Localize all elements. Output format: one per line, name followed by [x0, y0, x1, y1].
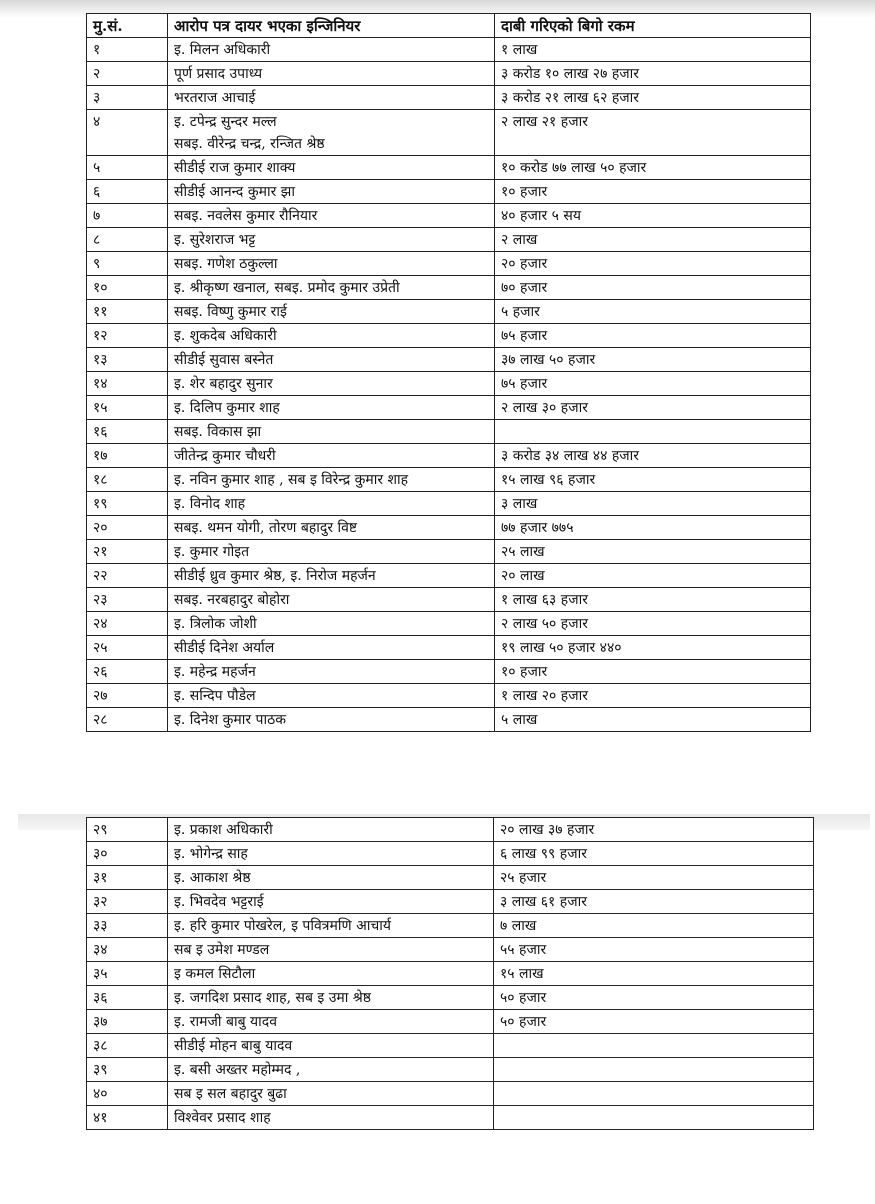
table-row [87, 866, 814, 890]
row-claimed-amount: २ लाख [495, 228, 811, 252]
row-engineer-name: विश्वेवर प्रसाद शाह [168, 1106, 494, 1130]
row-claimed-amount: १ लाख २० हजार [495, 684, 811, 708]
row-engineer-name: पूर्ण प्रसाद उपाध्य [168, 62, 495, 86]
table-row [87, 588, 811, 612]
row-claimed-amount: ५० हजार [494, 986, 814, 1010]
row-claimed-amount: ४० हजार ५ सय [495, 204, 811, 228]
table-row [87, 986, 814, 1010]
row-engineer-name: इ कमल सिटौला [168, 962, 494, 986]
row-engineer-name: सबइ. नरबहादुर बोहोरा [168, 588, 495, 612]
row-engineer-name: इ. शेर बहादुर सुनार [168, 372, 495, 396]
row-engineer-name: सबइ. विकास झा [168, 420, 495, 444]
row-engineer-name: सबइ. गणेश ठकुल्ला [168, 252, 495, 276]
table-row [87, 300, 811, 324]
row-claimed-amount: १५ लाख ९६ हजार [495, 468, 811, 492]
row-claimed-amount: ३ करोड १० लाख २७ हजार [495, 62, 811, 86]
row-claimed-amount: २ लाख ३० हजार [495, 396, 811, 420]
row-engineer-name: इ. बसी अख्तर महोम्मद , [168, 1058, 494, 1082]
row-claimed-amount: ७० हजार [495, 276, 811, 300]
header-serial: मु.सं. [87, 14, 168, 38]
row-engineer-name: इ. सुरेशराज भट्ट [168, 228, 495, 252]
row-engineer-name: इ. त्रिलोक जोशी [168, 612, 495, 636]
table-row [87, 324, 811, 348]
table-row [87, 468, 811, 492]
row-serial: ६ [87, 180, 168, 204]
table-row [87, 110, 811, 156]
row-claimed-amount: ७५ हजार [495, 324, 811, 348]
row-serial: ५ [87, 156, 168, 180]
row-engineer-name: इ. शुकदेब अधिकारी [168, 324, 495, 348]
row-claimed-amount [494, 1058, 814, 1082]
row-engineer-name: सीडीई आनन्द कुमार झा [168, 180, 495, 204]
row-serial: ३९ [87, 1058, 168, 1082]
row-claimed-amount: ३ करोड २१ लाख ६२ हजार [495, 86, 811, 110]
row-engineer-name: इ. हरि कुमार पोखरेल, इ पवित्रमणि आचार्य [168, 914, 494, 938]
row-engineer-name: जीतेन्द्र कुमार चौधरी [168, 444, 495, 468]
row-serial: ३४ [87, 938, 168, 962]
row-serial: २८ [87, 708, 168, 732]
engineers-table-part-2 [86, 817, 814, 1130]
row-serial: १४ [87, 372, 168, 396]
row-serial: १९ [87, 492, 168, 516]
row-claimed-amount [494, 1034, 814, 1058]
row-engineer-name: इ. आकाश श्रेष्ठ [168, 866, 494, 890]
row-engineer-name: सीडीई दिनेश अर्याल [168, 636, 495, 660]
row-serial: २९ [87, 818, 168, 842]
row-claimed-amount: ३७ लाख ५० हजार [495, 348, 811, 372]
row-serial: १ [87, 38, 168, 62]
row-engineer-name: इ. दिनेश कुमार पाठक [168, 708, 495, 732]
row-serial: ३१ [87, 866, 168, 890]
row-serial: १० [87, 276, 168, 300]
row-claimed-amount: ७ लाख [494, 914, 814, 938]
row-serial: १६ [87, 420, 168, 444]
table-row [87, 38, 811, 62]
row-claimed-amount: २५ लाख [495, 540, 811, 564]
row-serial: ४ [87, 110, 168, 156]
table-row [87, 1058, 814, 1082]
row-serial: २६ [87, 660, 168, 684]
row-serial: ३३ [87, 914, 168, 938]
row-claimed-amount [494, 1082, 814, 1106]
table-row [87, 914, 814, 938]
row-claimed-amount: ५ लाख [495, 708, 811, 732]
row-claimed-amount: २० लाख [495, 564, 811, 588]
row-claimed-amount: १९ लाख ५० हजार ४४० [495, 636, 811, 660]
table-row [87, 276, 811, 300]
row-claimed-amount [495, 420, 811, 444]
table-row [87, 1034, 814, 1058]
table-row [87, 252, 811, 276]
engineers-table-part-1 [86, 13, 811, 732]
row-serial: २२ [87, 564, 168, 588]
row-engineer-name: सीडीई राज कुमार शाक्य [168, 156, 495, 180]
table-row [87, 396, 811, 420]
table-row [87, 890, 814, 914]
table-row [87, 842, 814, 866]
row-claimed-amount: ५ हजार [495, 300, 811, 324]
table-row [87, 492, 811, 516]
table-row [87, 204, 811, 228]
row-engineer-name: इ. महेन्द्र महर्जन [168, 660, 495, 684]
row-serial: ९ [87, 252, 168, 276]
table-row [87, 516, 811, 540]
row-serial: १५ [87, 396, 168, 420]
table-row [87, 228, 811, 252]
row-engineer-name: इ. विनोद शाह [168, 492, 495, 516]
row-claimed-amount: ७७ हजार ७७५ [495, 516, 811, 540]
row-claimed-amount: २ लाख २१ हजार [495, 110, 811, 156]
row-engineer-name: सबइ. नवलेस कुमार रौनियार [168, 204, 495, 228]
row-claimed-amount: २० लाख ३७ हजार [494, 818, 814, 842]
table-row [87, 938, 814, 962]
row-serial: २७ [87, 684, 168, 708]
row-claimed-amount: २५ हजार [494, 866, 814, 890]
table-row [87, 612, 811, 636]
row-serial: २१ [87, 540, 168, 564]
row-engineer-name: सबइ. विष्णु कुमार राई [168, 300, 495, 324]
row-engineer-name: भरतराज आचाई [168, 86, 495, 110]
row-serial: ३० [87, 842, 168, 866]
row-serial: १८ [87, 468, 168, 492]
row-engineer-name: इ. सन्दिप पौडेल [168, 684, 495, 708]
table-row [87, 444, 811, 468]
row-claimed-amount: १० हजार [495, 660, 811, 684]
table-row [87, 708, 811, 732]
row-serial: ११ [87, 300, 168, 324]
header-amount: दाबी गरिएको बिगो रकम [495, 14, 811, 38]
row-serial: १७ [87, 444, 168, 468]
table-row [87, 156, 811, 180]
table-row [87, 540, 811, 564]
row-serial: १३ [87, 348, 168, 372]
row-engineer-name: इ. श्रीकृष्ण खनाल, सबइ. प्रमोद कुमार उप्रेती [168, 276, 495, 300]
row-engineer-name: इ. नविन कुमार शाह , सब इ विरेन्द्र कुमार शाह [168, 468, 495, 492]
row-serial: २ [87, 62, 168, 86]
row-engineer-name: इ. भिवदेव भट्टराई [168, 890, 494, 914]
row-claimed-amount: १० हजार [495, 180, 811, 204]
row-engineer-name: इ. प्रकाश अधिकारी [168, 818, 494, 842]
table-row [87, 62, 811, 86]
table-row [87, 962, 814, 986]
table-header-row [87, 14, 811, 38]
table-row [87, 1010, 814, 1034]
row-engineer-name: इ. दिलिप कुमार शाह [168, 396, 495, 420]
table-row [87, 636, 811, 660]
row-claimed-amount: ३ करोड ३४ लाख ४४ हजार [495, 444, 811, 468]
row-serial: ३८ [87, 1034, 168, 1058]
row-engineer-name: इ. भोगेन्द्र साह [168, 842, 494, 866]
table-row [87, 180, 811, 204]
row-serial: २५ [87, 636, 168, 660]
row-claimed-amount: १ लाख ६३ हजार [495, 588, 811, 612]
row-serial: ३२ [87, 890, 168, 914]
row-claimed-amount: ६ लाख ९९ हजार [494, 842, 814, 866]
row-claimed-amount: १ लाख [495, 38, 811, 62]
row-claimed-amount: ३ लाख ६१ हजार [494, 890, 814, 914]
table-row [87, 348, 811, 372]
row-claimed-amount: २ लाख ५० हजार [495, 612, 811, 636]
row-engineer-name: सीडीई सुवास बस्नेत [168, 348, 495, 372]
row-claimed-amount: ३ लाख [495, 492, 811, 516]
table-row [87, 1106, 814, 1130]
row-claimed-amount [494, 1106, 814, 1130]
header-engineer: आरोप पत्र दायर भएका इन्जिनियर [168, 14, 495, 38]
table-row [87, 1082, 814, 1106]
table-row [87, 818, 814, 842]
table-row [87, 660, 811, 684]
row-serial: ३ [87, 86, 168, 110]
row-claimed-amount: १५ लाख [494, 962, 814, 986]
row-serial: ३६ [87, 986, 168, 1010]
row-serial: ७ [87, 204, 168, 228]
row-engineer-name: सब इ उमेश मण्डल [168, 938, 494, 962]
row-engineer-name: सीडीई मोहन बाबु यादव [168, 1034, 494, 1058]
row-engineer-name: इ. टपेन्द्र सुन्दर मल्ल सबइ. वीरेन्द्र चन्द्र, रन्जित श्रेष्ठ [168, 110, 495, 156]
table-row [87, 86, 811, 110]
row-claimed-amount: २० हजार [495, 252, 811, 276]
row-serial: २४ [87, 612, 168, 636]
row-engineer-name: इ. मिलन अधिकारी [168, 38, 495, 62]
row-serial: ८ [87, 228, 168, 252]
row-claimed-amount: १० करोड ७७ लाख ५० हजार [495, 156, 811, 180]
row-serial: ४१ [87, 1106, 168, 1130]
row-claimed-amount: ७५ हजार [495, 372, 811, 396]
row-engineer-name: इ. कुमार गोइत [168, 540, 495, 564]
row-engineer-name: इ. रामजी बाबु यादव [168, 1010, 494, 1034]
table-row [87, 420, 811, 444]
row-serial: ३५ [87, 962, 168, 986]
row-serial: १२ [87, 324, 168, 348]
table-row [87, 372, 811, 396]
row-claimed-amount: ५५ हजार [494, 938, 814, 962]
table-row [87, 564, 811, 588]
row-serial: ४० [87, 1082, 168, 1106]
row-engineer-name: सीडीई ध्रुव कुमार श्रेष्ठ, इ. निरोज महर्जन [168, 564, 495, 588]
row-serial: ३७ [87, 1010, 168, 1034]
row-engineer-name: सब इ सल बहादुर बुढा [168, 1082, 494, 1106]
table-row [87, 684, 811, 708]
row-engineer-name: सबइ. थमन योगी, तोरण बहादुर विष्ट [168, 516, 495, 540]
row-claimed-amount: ५० हजार [494, 1010, 814, 1034]
row-serial: २३ [87, 588, 168, 612]
row-serial: २० [87, 516, 168, 540]
row-engineer-name: इ. जगदिश प्रसाद शाह, सब इ उमा श्रेष्ठ [168, 986, 494, 1010]
